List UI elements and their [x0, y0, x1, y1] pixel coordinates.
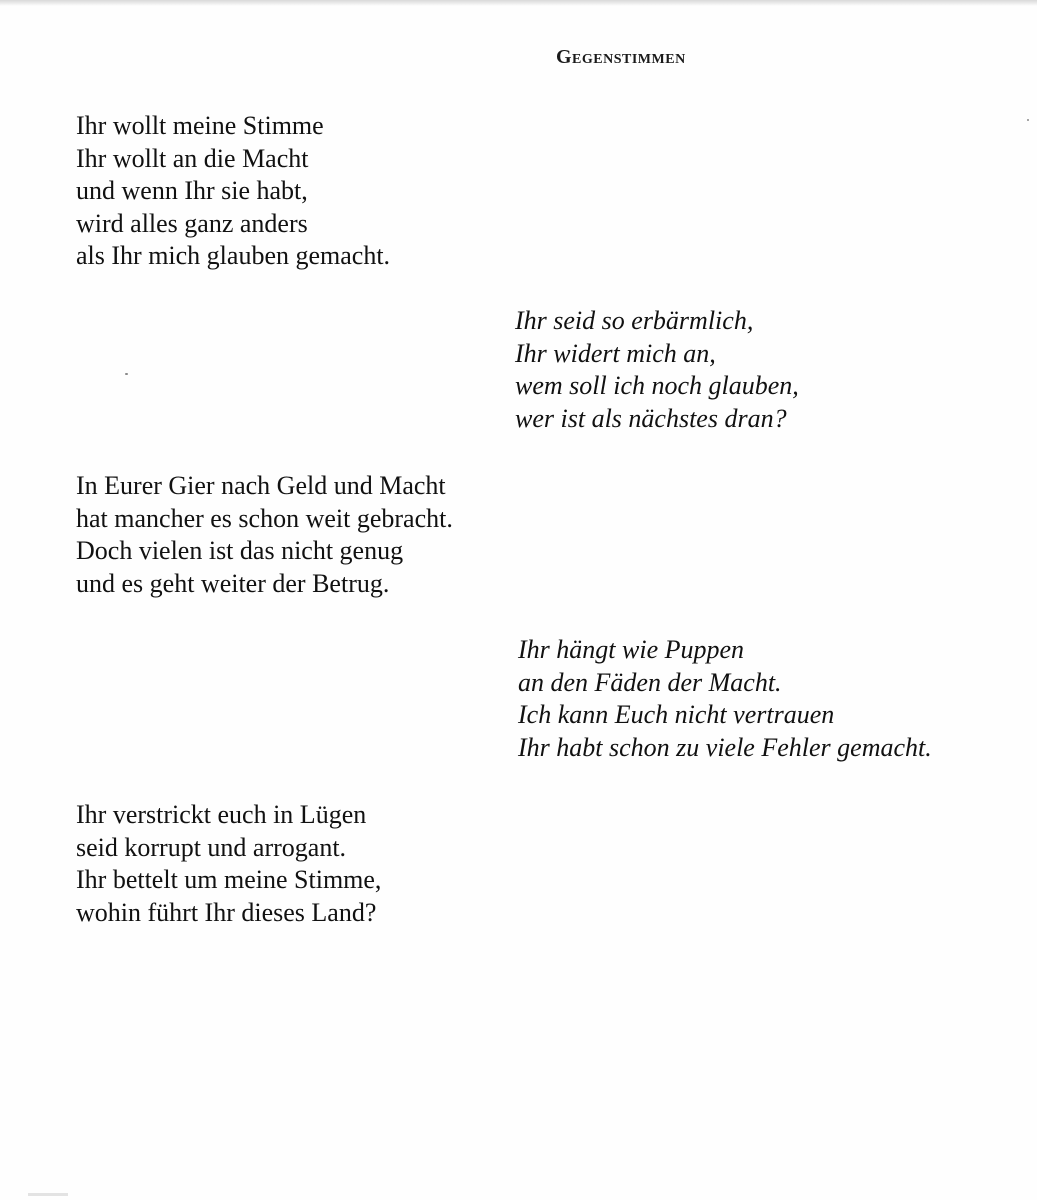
stanza-3 — [76, 470, 453, 600]
stanza-line: Ihr verstrickt euch in Lügen — [76, 800, 367, 829]
scan-edge-mark — [28, 1193, 68, 1196]
stanza-line: wer ist als nächstes dran? — [515, 403, 787, 433]
stanza-line: Ihr habt schon zu viele Fehler gemacht. — [518, 732, 932, 762]
stanza-line: wohin führt Ihr dieses Land? — [76, 897, 377, 927]
scan-speck — [1027, 119, 1029, 121]
stanza-line: als Ihr mich glauben gemacht. — [76, 241, 391, 270]
stanza-line: Doch vielen ist das nicht genug — [76, 536, 404, 565]
stanza-line: Ihr wollt an die Macht — [76, 143, 309, 173]
stanza-line: Ihr widert mich an, — [515, 338, 716, 368]
stanza-5 — [76, 799, 381, 929]
scan-speck — [125, 373, 128, 375]
scan-edge-shadow — [0, 0, 1037, 6]
poem-title: Gegenstimmen — [556, 46, 686, 68]
stanza-line: hat mancher es schon weit gebracht. — [76, 503, 453, 533]
stanza-line: Ich kann Euch nicht vertrauen — [518, 700, 835, 729]
stanza-line: wird alles ganz anders — [76, 208, 308, 238]
stanza-4 — [518, 634, 932, 764]
stanza-line: Ihr bettelt um meine Stimme, — [76, 865, 382, 894]
stanza-2 — [515, 305, 799, 435]
stanza-1 — [76, 110, 390, 273]
stanza-line: und wenn Ihr sie habt, — [76, 176, 308, 205]
stanza-line: seid korrupt und arrogant. — [76, 832, 347, 862]
stanza-line: wem soll ich noch glauben, — [515, 371, 799, 400]
stanza-line: Ihr seid so erbärmlich, — [515, 306, 754, 335]
stanza-line: und es geht weiter der Betrug. — [76, 568, 390, 598]
stanza-line: Ihr wollt meine Stimme — [76, 111, 324, 140]
stanza-line: Ihr hängt wie Puppen — [518, 635, 745, 664]
stanza-line: an den Fäden der Macht. — [518, 667, 782, 697]
stanza-line: In Eurer Gier nach Geld und Macht — [76, 471, 446, 500]
